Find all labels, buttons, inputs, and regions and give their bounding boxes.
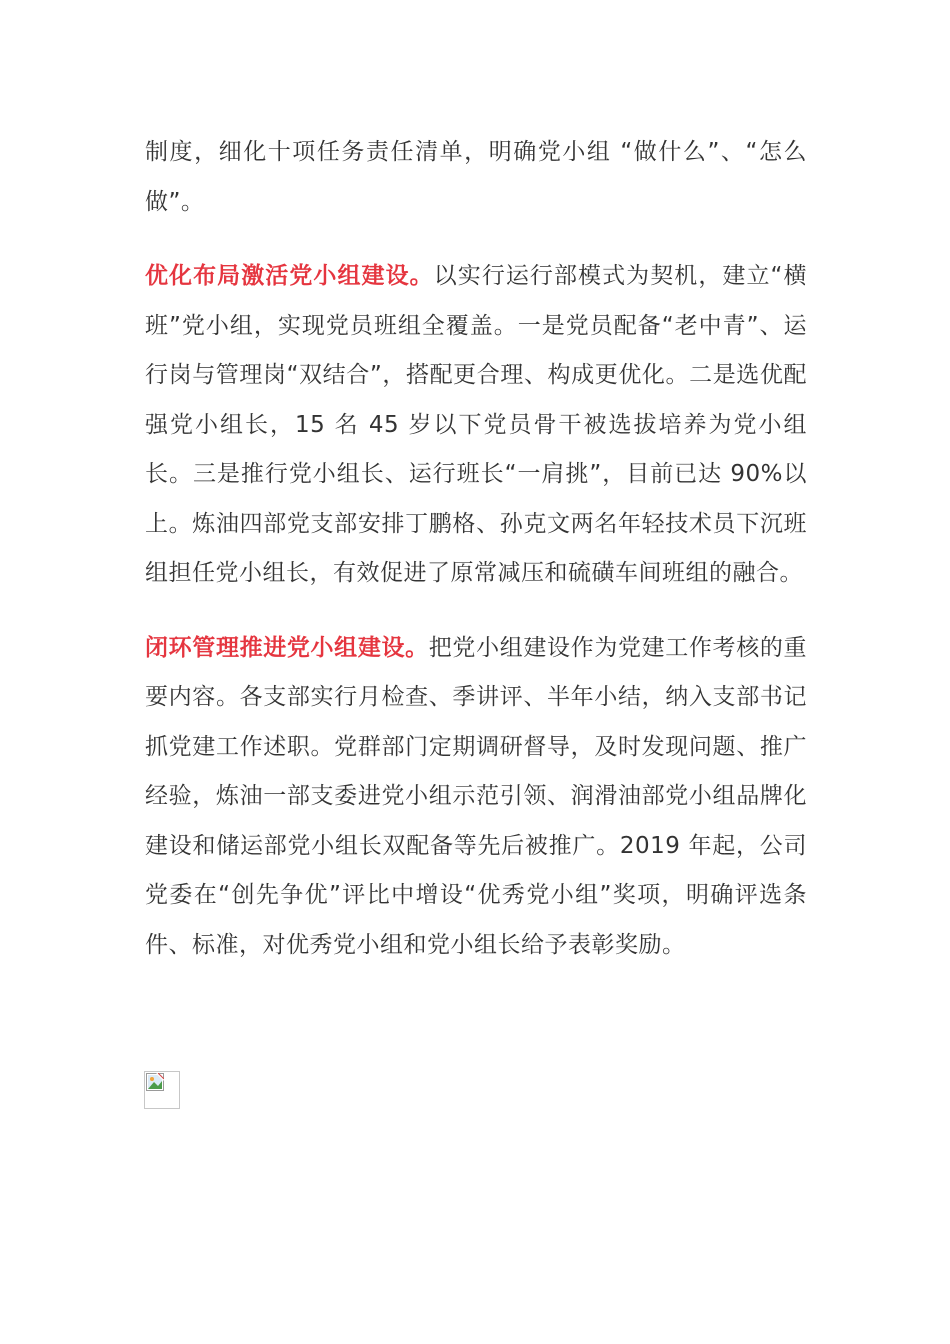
paragraph-3-text: 把党小组建设作为党建工作考核的重要内容。各支部实行月检查、季讲评、半年小结，纳入支部书记抓党建工作述职。党群部门定期调研督导，及时发现问题、推广经验，炼油一部支委进党小组示范引领、润滑油部党小组品牌化建设和储运部党小组长双配备等先后被推广。2019 年起，公司党委在“创先争优”评比中增设“优秀党小组”奖项，明确评选条件、标准，对优秀党小组和党小组长给予表彰奖励。: [145, 634, 808, 958]
article-body: [145, 128, 807, 970]
paragraph-2: [145, 252, 807, 599]
paragraph-1-text: 制度，细化十项任务责任清单，明确党小组 “做什么”、“怎么做”。: [145, 139, 807, 215]
broken-image-placeholder: [144, 1071, 180, 1109]
paragraph-2-heading: 优化布局激活党小组建设。: [145, 263, 434, 289]
paragraph-2-text: 以实行运行部模式为契机，建立“横班”党小组，实现党员班组全覆盖。一是党员配备“老中青”、运行岗与管理岗“双结合”，搭配更合理、构成更优化。二是选优配强党小组长，15 名 45 岁以下党员骨干被选拔培养为党小组长。三是推行党小组长、运行班长“一肩挑”，目前已达 90%以上。炼油四部党支部安排丁鹏格、孙克文两名年轻技术员下沉班组担任党小组长，有效促进了原常减压和硫磺车间班组的融合。: [145, 263, 807, 586]
broken-image-icon: [146, 1073, 164, 1091]
paragraph-1: [145, 128, 807, 227]
paragraph-3: [145, 624, 807, 971]
paragraph-3-heading: 闭环管理推进党小组建设。: [145, 634, 429, 661]
